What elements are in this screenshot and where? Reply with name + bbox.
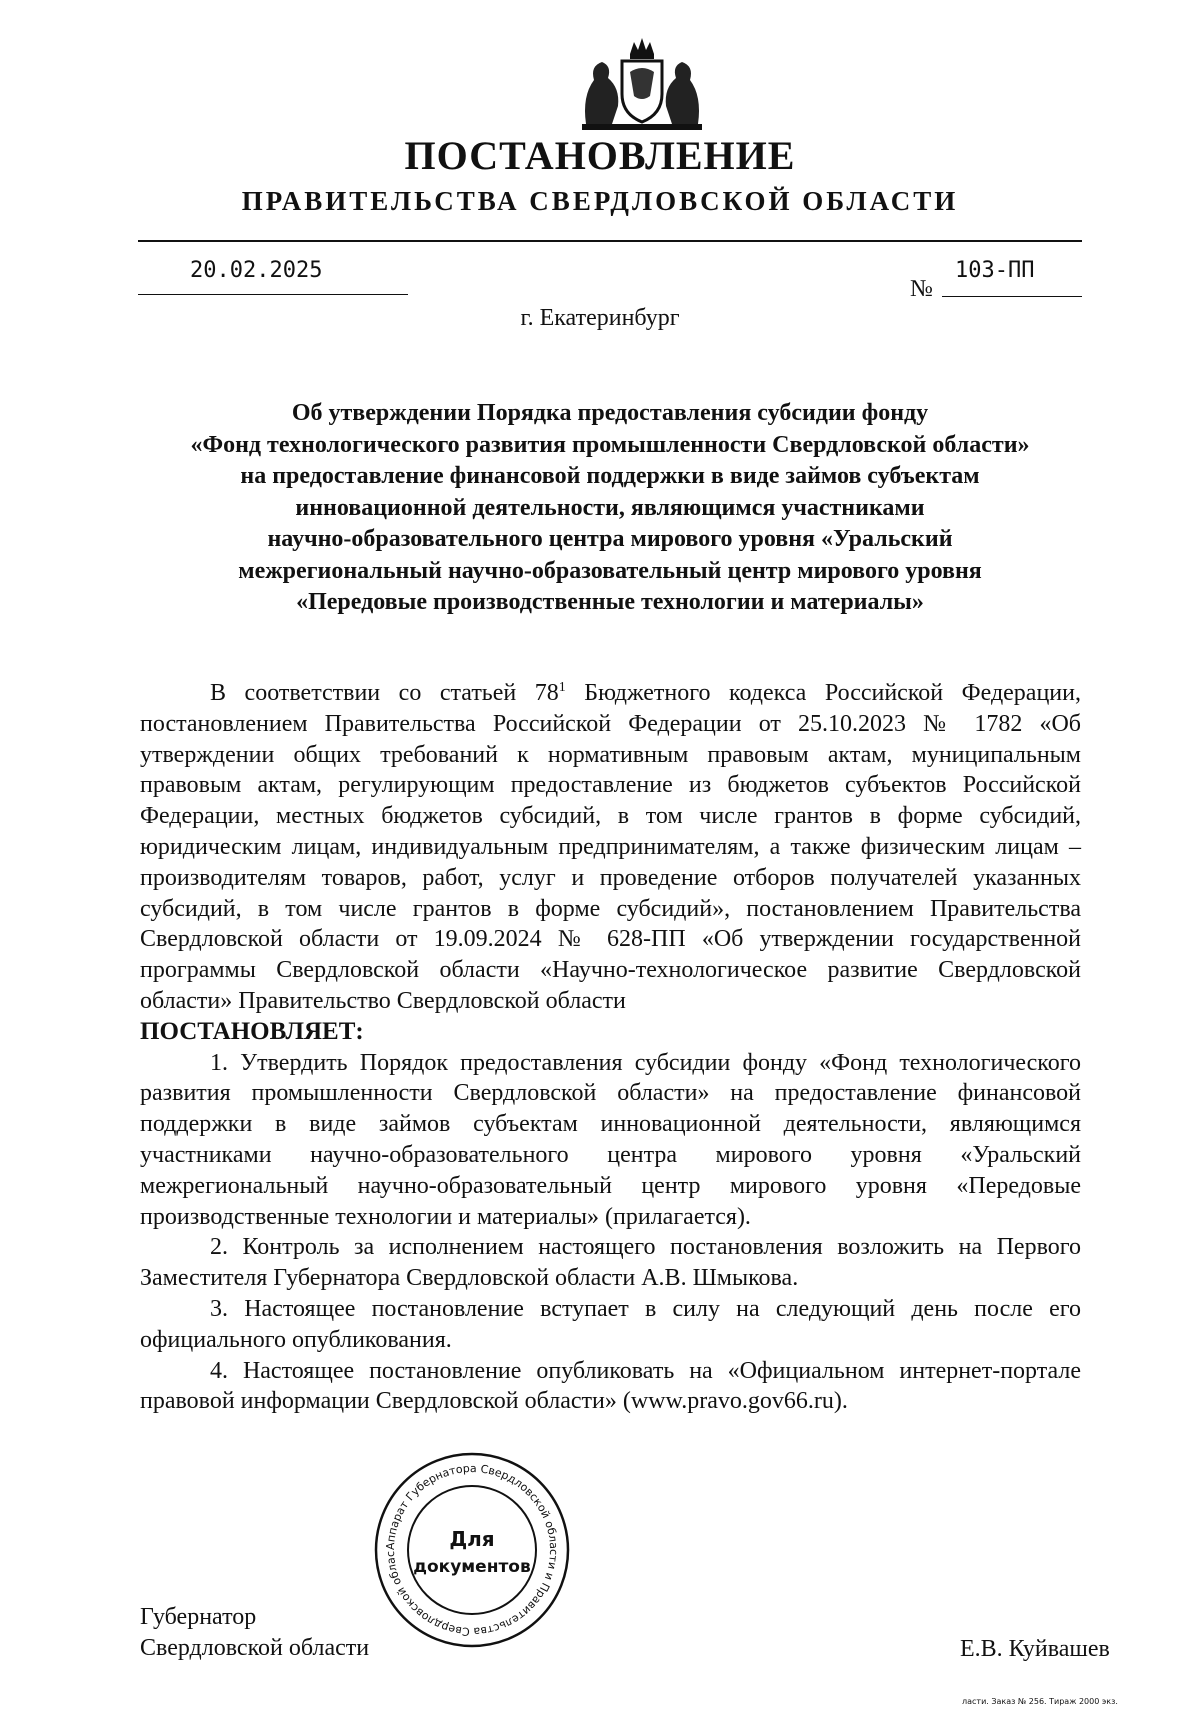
document-body [140, 678, 1081, 1417]
item-paragraph-1: 1. Утвердить Порядок предоставления субсидии фонду «Фонд технологического развития промышленности Свердловской области» на предоставление финансовой поддержки в виде займов субъектам инновационной деятельности, являющимся участниками научно-образовательного центра мирового уровня «Уральский межрегиональный научно-образовательный центр мирового уровня «Передовые производственные технологии и материалы» (прилагается). [140, 1049, 1081, 1230]
item-paragraph-3: 3. Настоящее постановление вступает в силу на следующий день после его официального опубликования. [140, 1295, 1081, 1353]
heading-line: «Фонд технологического развития промышленности Свердловской области» [190, 431, 1030, 458]
document-subtitle: ПРАВИТЕЛЬСТВА СВЕРДЛОВСКОЙ ОБЛАСТИ [241, 186, 959, 216]
number-underline [942, 296, 1082, 297]
document-heading [140, 398, 1080, 619]
document-number: 103-ПП [955, 258, 1035, 283]
heading-line: инновационной деятельности, являющимся участниками [295, 494, 925, 521]
heading-line: научно-образовательного центра мирового уровня «Уральский [267, 526, 953, 552]
item-paragraph-4: 4. Настоящее постановление опубликовать на «Официальном интернет-портале правовой информации Свердловской области» (www.pravo.gov66.ru). [140, 1357, 1081, 1415]
number-sign: № [910, 276, 933, 302]
heading-line: Об утверждении Порядка предоставления субсидии фонду [291, 400, 929, 426]
superscript: 1 [558, 680, 566, 695]
coat-of-arms-icon [572, 36, 712, 132]
svg-text:документов: документов [413, 1557, 531, 1577]
svg-text:Аппарат Губернатора Свердловск: Аппарат Губернатора Свердловской области и Правительства Свердловской облас [383, 1461, 561, 1639]
heading-line: межрегиональный научно-образовательный центр мирового уровня [238, 557, 982, 584]
heading-line: «Передовые производственные технологии и материалы» [296, 589, 924, 615]
svg-text:Для: Для [449, 1527, 495, 1551]
signatory-name: Е.В. Куйвашев [960, 1636, 1110, 1662]
heading-line: на предоставление финансовой поддержки в виде займов субъектам [240, 463, 980, 489]
city: г. Екатеринбург [520, 305, 680, 331]
header-divider [138, 240, 1082, 242]
preamble-paragraph: В соответствии со статьей $78^1$ Бюджетного кодекса Российской Федерации, постановлением Правительства Российской Федерации от 25.10.2023 № 1782 «Об утверждении общих требований к нормативным правовым актам, муниципальным правовым актам, регулирующим предоставление из бюджетов субъектов Российской Федерации, местных бюджетов субсидий, в том числе грантов в форме субсидий, юридическим лицам, индивидуальным предпринимателям, а также физическим лицам – производителям товаров, работ, услуг и проведение отборов получателей указанных субсидий, в том числе грантов в форме субсидий», постановлением Правительства Свердловской области от 19.09.2024 № 628-ПП «Об утверждении государственной программы Свердловской области «Научно-технологическое развитие Свердловской области» Правительство Свердловской области [140, 680, 1081, 1014]
document-title: ПОСТАНОВЛЕНИЕ [404, 133, 796, 178]
signatory-position: Губернатор Свердловской области [140, 1604, 370, 1661]
print-footer: ласти. Заказ № 256. Тираж 2000 экз. [962, 1697, 1118, 1706]
stamp-seal-icon [372, 1450, 572, 1650]
decree-word: ПОСТАНОВЛЯЕТ: [140, 1017, 364, 1045]
document-date: 20.02.2025 [190, 258, 323, 283]
item-paragraph-2: 2. Контроль за исполнением настоящего постановления возложить на Первого Заместителя Губернатора Свердловской области А.В. Шмыкова. [140, 1234, 1081, 1292]
date-underline [138, 294, 408, 295]
